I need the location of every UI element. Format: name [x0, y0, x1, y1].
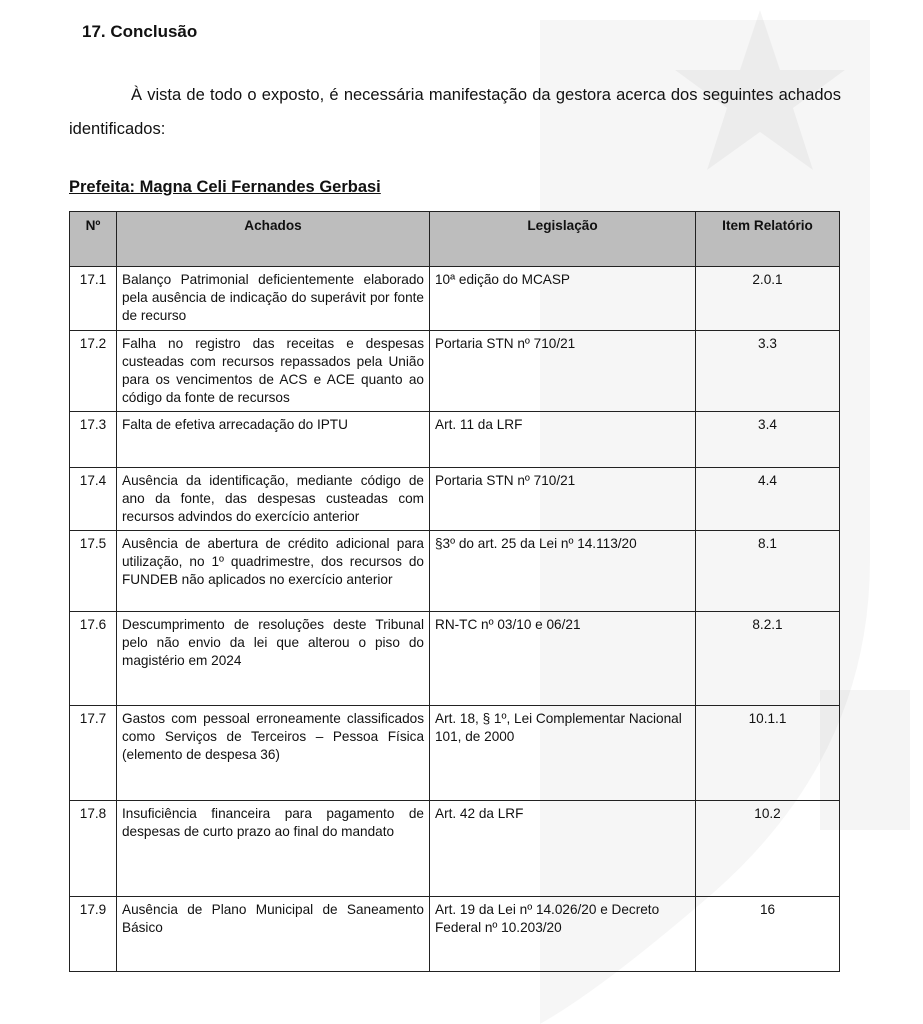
- row-legislacao: Art. 19 da Lei nº 14.026/20 e Decreto Federal nº 10.203/20: [430, 897, 696, 972]
- header-num: Nº: [70, 212, 117, 267]
- row-num: 17.7: [70, 706, 117, 801]
- row-num: 17.6: [70, 612, 117, 706]
- row-achado: Falta de efetiva arrecadação do IPTU: [117, 412, 430, 468]
- row-item: 10.2: [696, 801, 840, 897]
- row-legislacao: Art. 11 da LRF: [430, 412, 696, 468]
- row-num: 17.5: [70, 531, 117, 612]
- table-row: [70, 801, 840, 897]
- row-legislacao: Art. 18, § 1º, Lei Complementar Nacional 101, de 2000: [430, 706, 696, 801]
- table-row: [70, 331, 840, 412]
- findings-table: [69, 211, 840, 972]
- row-legislacao: RN-TC nº 03/10 e 06/21: [430, 612, 696, 706]
- row-item: 3.4: [696, 412, 840, 468]
- row-achado: Balanço Patrimonial deficientemente elaborado pela ausência de indicação do superávit por fonte de recurso: [117, 267, 430, 331]
- header-item-relatorio: Item Relatório: [696, 212, 840, 267]
- row-legislacao: Portaria STN nº 710/21: [430, 468, 696, 531]
- intro-paragraph: À vista de todo o exposto, é necessária manifestação da gestora acerca dos seguintes achados identificados:: [69, 86, 841, 138]
- row-item: 8.2.1: [696, 612, 840, 706]
- row-num: 17.2: [70, 331, 117, 412]
- mayor-subtitle: Prefeita: Magna Celi Fernandes Gerbasi: [69, 178, 381, 196]
- row-achado: Ausência da identificação, mediante código de ano da fonte, das despesas custeadas com recursos advindos do exercício anterior: [117, 468, 430, 531]
- row-legislacao: 10ª edição do MCASP: [430, 267, 696, 331]
- table-header-row: [70, 212, 840, 267]
- row-item: 10.1.1: [696, 706, 840, 801]
- table-row: [70, 412, 840, 468]
- row-legislacao: Portaria STN nº 710/21: [430, 331, 696, 412]
- row-achado: Insuficiência financeira para pagamento de despesas de curto prazo ao final do mandato: [117, 801, 430, 897]
- header-achados: Achados: [117, 212, 430, 267]
- row-achado: Falha no registro das receitas e despesas custeadas com recursos repassados pela União para os vencimentos de ACS e ACE quanto ao código da fonte de recursos: [117, 331, 430, 412]
- table-row: [70, 531, 840, 612]
- row-legislacao: Art. 42 da LRF: [430, 801, 696, 897]
- section-heading: 17. Conclusão: [82, 22, 198, 41]
- row-achado: Descumprimento de resoluções deste Tribunal pelo não envio da lei que alterou o piso do magistério em 2024: [117, 612, 430, 706]
- row-item: 4.4: [696, 468, 840, 531]
- header-legislacao: Legislação: [430, 212, 696, 267]
- row-legislacao: §3º do art. 25 da Lei nº 14.113/20: [430, 531, 696, 612]
- table-row: [70, 612, 840, 706]
- row-item: 2.0.1: [696, 267, 840, 331]
- table-row: [70, 706, 840, 801]
- table-row: [70, 267, 840, 331]
- row-achado: Gastos com pessoal erroneamente classificados como Serviços de Terceiros – Pessoa Física (elemento de despesa 36): [117, 706, 430, 801]
- table-row: [70, 897, 840, 972]
- row-num: 17.4: [70, 468, 117, 531]
- row-achado: Ausência de Plano Municipal de Saneamento Básico: [117, 897, 430, 972]
- row-num: 17.9: [70, 897, 117, 972]
- row-item: 3.3: [696, 331, 840, 412]
- row-achado: Ausência de abertura de crédito adicional para utilização, no 1º quadrimestre, dos recursos do FUNDEB não aplicados no exercício anterior: [117, 531, 430, 612]
- row-num: 17.8: [70, 801, 117, 897]
- row-item: 8.1: [696, 531, 840, 612]
- row-num: 17.1: [70, 267, 117, 331]
- table-row: [70, 468, 840, 531]
- row-num: 17.3: [70, 412, 117, 468]
- row-item: 16: [696, 897, 840, 972]
